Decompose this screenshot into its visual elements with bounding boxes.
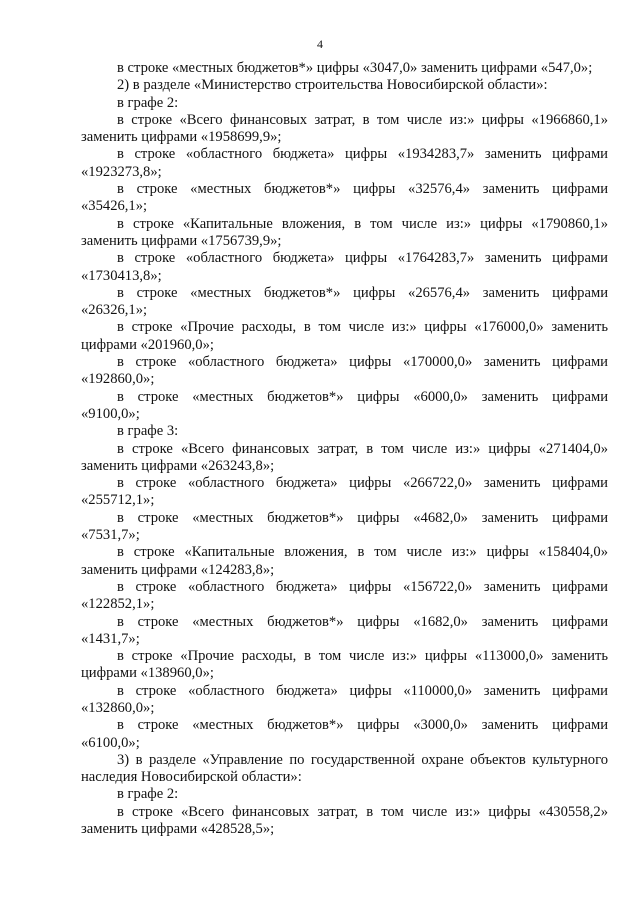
paragraph	[81, 181, 608, 216]
paragraph-line: в строке «Прочие расходы, в том числе из:» цифры «176000,0» заменить	[117, 319, 608, 336]
paragraph-line: «35426,1»;	[81, 198, 148, 215]
paragraph-line: в строке «Капитальные вложения, в том числе из:» цифры «1790860,1»	[117, 215, 608, 232]
paragraph	[81, 389, 608, 424]
paragraph-line: цифрами «201960,0»;	[81, 336, 214, 353]
paragraph-line: в строке «Прочие расходы, в том числе из:» цифры «113000,0» заменить	[117, 648, 608, 665]
paragraph-line: в строке «областного бюджета» цифры «1764283,7» заменить цифрами	[117, 250, 608, 267]
paragraph-line: заменить цифрами «124283,8»;	[81, 561, 275, 578]
paragraph-line: в строке «местных бюджетов*» цифры «32576,4» заменить цифрами	[117, 181, 608, 198]
paragraph-line: в строке «Всего финансовых затрат, в том числе из:» цифры «271404,0»	[117, 440, 608, 457]
paragraph-line: «122852,1»;	[81, 596, 155, 613]
paragraph	[81, 804, 608, 839]
paragraph-line: 2) в разделе «Министерство строительства Новосибирской области»:	[117, 77, 548, 94]
paragraph-line: «1730413,8»;	[81, 267, 162, 284]
paragraph	[81, 786, 608, 803]
paragraph-line: в строке «областного бюджета» цифры «156722,0» заменить цифрами	[117, 578, 608, 595]
paragraph	[81, 648, 608, 683]
paragraph-line: заменить цифрами «1958699,9»;	[81, 129, 282, 146]
paragraph-line: наследия Новосибирской области»:	[81, 769, 302, 786]
paragraph	[81, 60, 608, 77]
paragraph	[81, 285, 608, 320]
paragraph	[81, 441, 608, 476]
paragraph	[81, 579, 608, 614]
paragraph-line: в графе 2:	[117, 94, 179, 111]
paragraph	[81, 216, 608, 251]
paragraph	[81, 77, 608, 94]
paragraph-line: в строке «местных бюджетов*» цифры «26576,4» заменить цифрами	[117, 284, 608, 301]
paragraph-line: 3) в разделе «Управление по государственной охране объектов культурного	[117, 751, 608, 768]
paragraph	[81, 544, 608, 579]
paragraph	[81, 717, 608, 752]
paragraph	[81, 683, 608, 718]
paragraph-line: в строке «местных бюджетов*» цифры «3000,0» заменить цифрами	[117, 717, 608, 734]
paragraph	[81, 146, 608, 181]
page-number: 4	[317, 37, 323, 51]
paragraph-line: в строке «областного бюджета» цифры «170000,0» заменить цифрами	[117, 354, 608, 371]
paragraph-line: в строке «областного бюджета» цифры «266722,0» заменить цифрами	[117, 475, 608, 492]
paragraph-line: в строке «местных бюджетов*» цифры «4682,0» заменить цифрами	[117, 509, 608, 526]
paragraph-line: «6100,0»;	[81, 734, 140, 751]
paragraph-line: в строке «местных бюджетов*» цифры «6000,0» заменить цифрами	[117, 388, 608, 405]
paragraph-line: в строке «областного бюджета» цифры «110000,0» заменить цифрами	[117, 682, 608, 699]
paragraph	[81, 475, 608, 510]
paragraph-line: в графе 3:	[117, 423, 179, 440]
paragraph-line: «7531,7»;	[81, 527, 140, 544]
paragraph	[81, 614, 608, 649]
paragraph-line: «26326,1»;	[81, 302, 148, 319]
paragraph-line: «192860,0»;	[81, 371, 155, 388]
paragraph-line: заменить цифрами «263243,8»;	[81, 457, 275, 474]
document-body	[81, 60, 608, 838]
paragraph	[81, 423, 608, 440]
paragraph-line: в строке «Всего финансовых затрат, в том числе из:» цифры «1966860,1»	[117, 111, 608, 128]
paragraph-line: заменить цифрами «428528,5»;	[81, 821, 275, 838]
paragraph	[81, 95, 608, 112]
paragraph	[81, 112, 608, 147]
paragraph-line: «255712,1»;	[81, 492, 155, 509]
paragraph-line: «9100,0»;	[81, 405, 140, 422]
paragraph-line: в строке «местных бюджетов*» цифры «3047,0» заменить цифрами «547,0»;	[117, 60, 593, 76]
paragraph-line: в строке «областного бюджета» цифры «1934283,7» заменить цифрами	[117, 146, 608, 163]
paragraph-line: «1923273,8»;	[81, 163, 162, 180]
paragraph	[81, 319, 608, 354]
paragraph	[81, 752, 608, 787]
paragraph-line: «1431,7»;	[81, 630, 140, 647]
paragraph	[81, 354, 608, 389]
paragraph-line: в строке «Всего финансовых затрат, в том числе из:» цифры «430558,2»	[117, 803, 608, 820]
paragraph-line: «132860,0»;	[81, 699, 155, 716]
paragraph	[81, 510, 608, 545]
paragraph-line: в графе 2:	[117, 786, 179, 803]
paragraph-line: в строке «Капитальные вложения, в том числе из:» цифры «158404,0»	[117, 544, 608, 561]
paragraph-line: в строке «местных бюджетов*» цифры «1682,0» заменить цифрами	[117, 613, 608, 630]
paragraph-line: заменить цифрами «1756739,9»;	[81, 232, 282, 249]
paragraph-line: цифрами «138960,0»;	[81, 665, 214, 682]
paragraph	[81, 250, 608, 285]
